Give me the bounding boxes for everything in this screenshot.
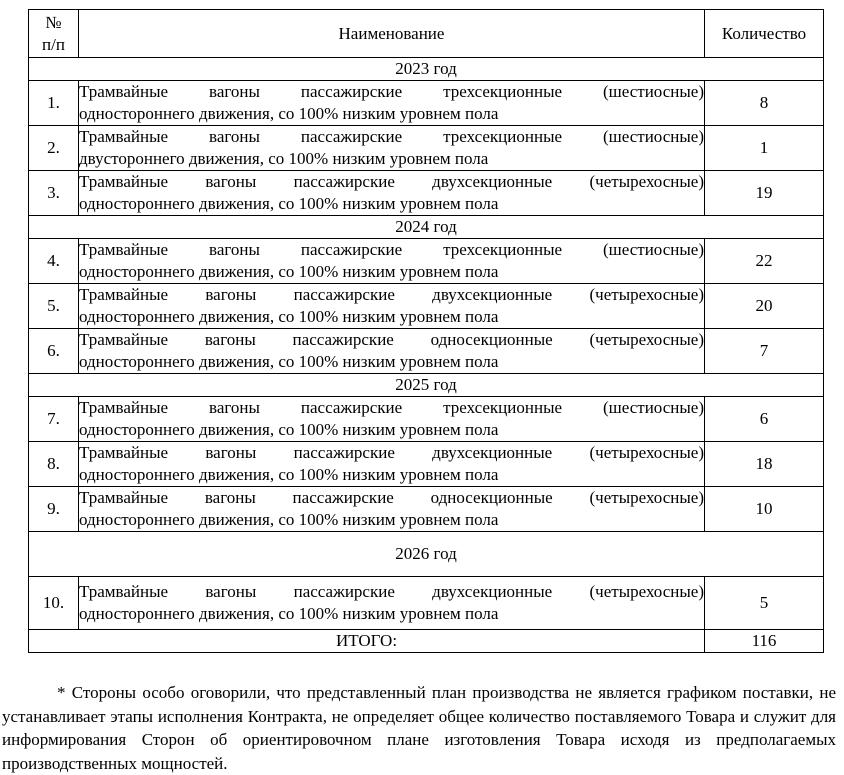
row-name <box>79 487 705 532</box>
row-name-line1: Трамвайные вагоны пассажирские трехсекционные (шестиосные) <box>79 127 704 146</box>
row-name-line1: Трамвайные вагоны пассажирские двухсекционные (четырехосные) <box>79 443 704 462</box>
row-number: 6. <box>29 329 79 374</box>
row-number: 1. <box>29 81 79 126</box>
row-quantity: 19 <box>705 171 824 216</box>
total-label: ИТОГО: <box>29 630 705 653</box>
row-number: 2. <box>29 126 79 171</box>
row-name-line2: одностороннего движения, со 100% низким уровнем пола <box>79 194 499 213</box>
row-quantity: 6 <box>705 397 824 442</box>
row-name <box>79 329 705 374</box>
footnote: * Стороны особо оговорили, что представленный план производства не является графиком поставки, не устанавливает этапы исполнения Контракта, не определяет общее количество поставляемого Товара и служит для информирования Сторон об ориентировочном плане изготовления Товара исходя из предполагаемых производственных мощностей. <box>2 683 836 773</box>
row-number: 10. <box>29 577 79 630</box>
table-row <box>29 442 824 487</box>
row-name-line2: одностороннего движения, со 100% низким уровнем пола <box>79 307 499 326</box>
table-row <box>29 239 824 284</box>
column-header-name: Наименование <box>79 10 705 58</box>
row-name-line2: одностороннего движения, со 100% низким уровнем пола <box>79 420 499 439</box>
row-number: 7. <box>29 397 79 442</box>
row-quantity: 5 <box>705 577 824 630</box>
table-row <box>29 81 824 126</box>
table-row <box>29 329 824 374</box>
table-header-row <box>29 10 824 58</box>
row-number: 9. <box>29 487 79 532</box>
row-name-line2: одностороннего движения, со 100% низким уровнем пола <box>79 510 499 529</box>
row-name-line1: Трамвайные вагоны пассажирские двухсекционные (четырехосные) <box>79 285 704 304</box>
table-row <box>29 171 824 216</box>
total-value: 116 <box>705 630 824 653</box>
row-name <box>79 81 705 126</box>
row-name-line2: одностороннего движения, со 100% низким уровнем пола <box>79 352 499 371</box>
row-quantity: 20 <box>705 284 824 329</box>
production-plan-table <box>28 9 824 653</box>
row-name <box>79 577 705 630</box>
row-name-line1: Трамвайные вагоны пассажирские двухсекционные (четырехосные) <box>79 582 704 601</box>
column-header-number-line1: № <box>45 12 62 32</box>
year-label: 2026 год <box>29 532 824 577</box>
table-row <box>29 577 824 630</box>
row-name-line2: одностороннего движения, со 100% низким уровнем пола <box>79 262 499 281</box>
row-quantity: 8 <box>705 81 824 126</box>
row-name <box>79 239 705 284</box>
row-name <box>79 397 705 442</box>
column-header-number <box>29 10 79 58</box>
row-name-line1: Трамвайные вагоны пассажирские односекционные (четырехосные) <box>79 330 704 349</box>
row-name-line1: Трамвайные вагоны пассажирские трехсекционные (шестиосные) <box>79 240 704 259</box>
row-name-line2: одностороннего движения, со 100% низким уровнем пола <box>79 465 499 484</box>
row-quantity: 18 <box>705 442 824 487</box>
row-name <box>79 284 705 329</box>
row-name <box>79 442 705 487</box>
year-row <box>29 532 824 577</box>
year-row <box>29 58 824 81</box>
row-quantity: 1 <box>705 126 824 171</box>
row-number: 3. <box>29 171 79 216</box>
row-quantity: 7 <box>705 329 824 374</box>
row-quantity: 22 <box>705 239 824 284</box>
row-number: 5. <box>29 284 79 329</box>
table-row <box>29 126 824 171</box>
row-number: 8. <box>29 442 79 487</box>
column-header-quantity: Количество <box>705 10 824 58</box>
row-quantity: 10 <box>705 487 824 532</box>
row-number: 4. <box>29 239 79 284</box>
row-name <box>79 126 705 171</box>
year-label: 2023 год <box>29 58 824 81</box>
column-header-number-line2: п/п <box>42 34 65 54</box>
row-name-line2: двустороннего движения, со 100% низким уровнем пола <box>79 149 489 168</box>
row-name-line1: Трамвайные вагоны пассажирские трехсекционные (шестиосные) <box>79 398 704 417</box>
year-row <box>29 374 824 397</box>
table-row <box>29 397 824 442</box>
year-label: 2025 год <box>29 374 824 397</box>
row-name-line1: Трамвайные вагоны пассажирские трехсекционные (шестиосные) <box>79 82 704 101</box>
total-row <box>29 630 824 653</box>
year-row <box>29 216 824 239</box>
table-row <box>29 284 824 329</box>
row-name <box>79 171 705 216</box>
row-name-line1: Трамвайные вагоны пассажирские односекционные (четырехосные) <box>79 488 704 507</box>
table-row <box>29 487 824 532</box>
year-label: 2024 год <box>29 216 824 239</box>
row-name-line2: одностороннего движения, со 100% низким уровнем пола <box>79 104 499 123</box>
row-name-line1: Трамвайные вагоны пассажирские двухсекционные (четырехосные) <box>79 172 704 191</box>
row-name-line2: одностороннего движения, со 100% низким уровнем пола <box>79 604 499 623</box>
